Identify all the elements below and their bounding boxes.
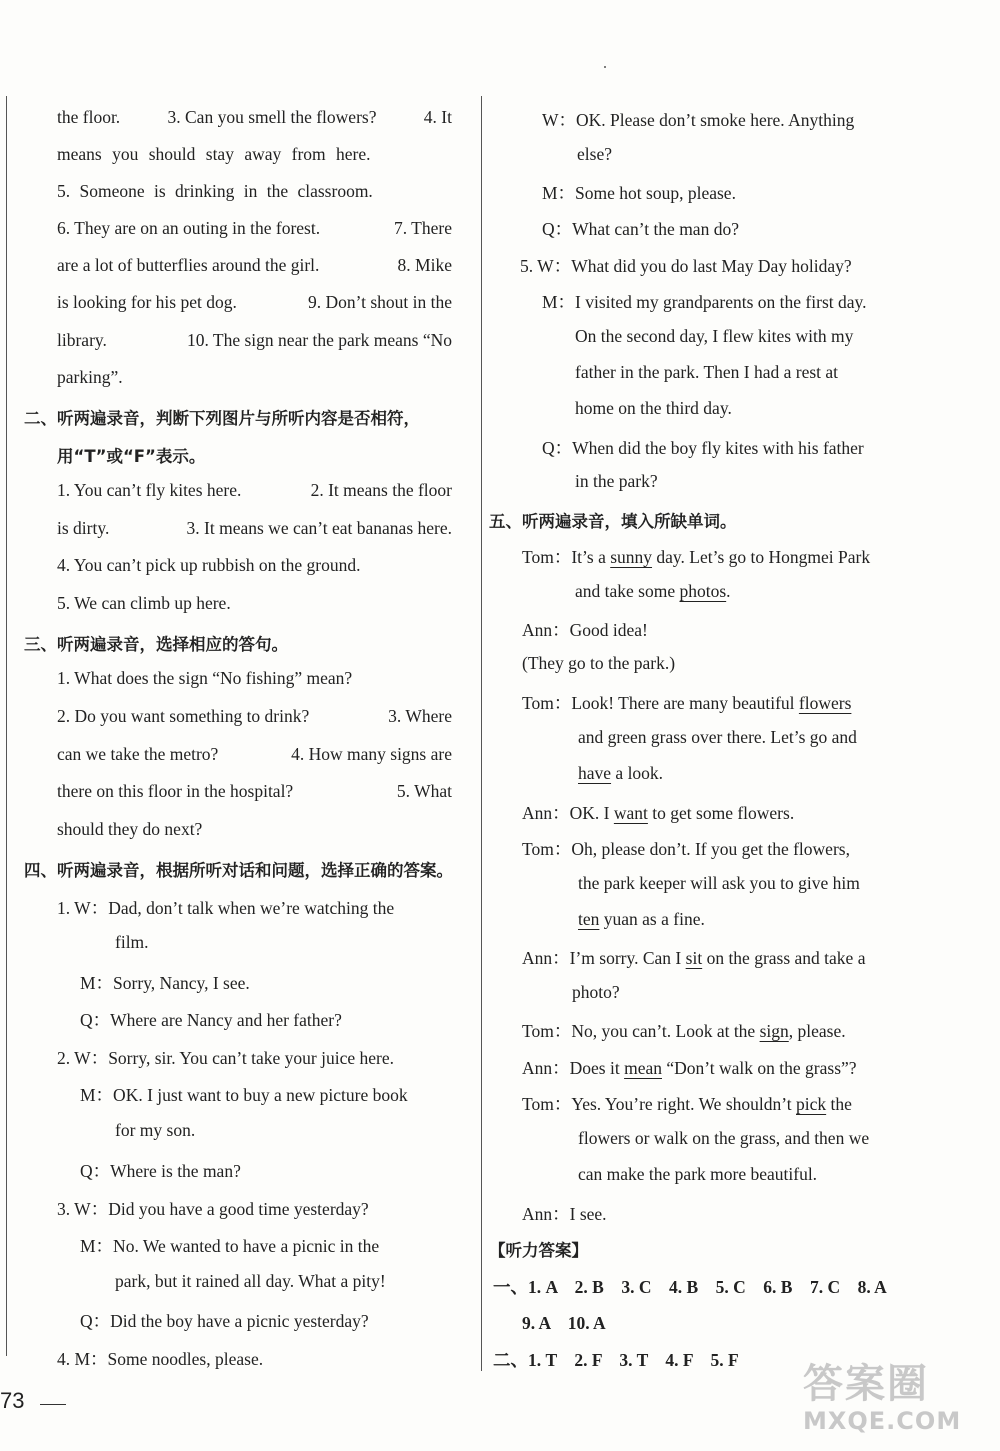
answer-key-line: 9. A 10. A <box>522 1313 606 1333</box>
left-margin-rule <box>6 96 7 1356</box>
page-number: 73 <box>0 1388 25 1413</box>
text: is looking for his pet dog. <box>57 292 237 312</box>
dialogue-line: 3. W：Did you have a good time yesterday? <box>57 1199 369 1219</box>
question-line <box>57 706 452 727</box>
blank-answer: mean <box>624 1058 662 1078</box>
text: 7. There <box>394 218 452 238</box>
text: Tom：It’s a <box>522 547 611 567</box>
dialogue-line: 2. W：Sorry, sir. You can’t take your juice here. <box>57 1048 394 1068</box>
text: to get some flowers. <box>647 803 795 823</box>
dialogue-line: can make the park more beautiful. <box>578 1164 818 1184</box>
dialogue-line: 4. M：Some noodles, please. <box>57 1349 264 1369</box>
answer-key-heading: 【听力答案】 <box>489 1241 588 1260</box>
dialogue-line: Q：What can’t the man do? <box>542 219 739 239</box>
text: Tom：Yes. You’re right. We shouldn’t <box>522 1094 796 1114</box>
dialogue-line: M：Sorry, Nancy, I see. <box>80 973 250 993</box>
dialogue-line: father in the park. Then I had a rest at <box>575 362 839 382</box>
stray-dot <box>604 66 606 68</box>
question-line: should they do next? <box>57 819 203 839</box>
dialogue-line: M：Some hot soup, please. <box>542 183 736 203</box>
dialogue-line <box>522 544 870 569</box>
dialogue-line: else? <box>577 144 612 164</box>
text: 9. Don’t shout in the <box>307 292 452 312</box>
page-number-rule <box>40 1404 66 1405</box>
para-line <box>57 255 452 276</box>
blank-answer: sit <box>685 948 703 968</box>
text: 3. Where <box>388 706 452 726</box>
text: 4. It <box>423 107 452 127</box>
text: Tom：Look! There are many beautiful <box>522 693 799 713</box>
text: are a lot of butterflies around the girl. <box>57 255 320 275</box>
question-line: 4. You can’t pick up rubbish on the ground. <box>57 555 361 575</box>
dialogue-line <box>575 581 731 602</box>
text: , please. <box>788 1021 846 1041</box>
text: Tom：No, you can’t. Look at the <box>522 1021 760 1041</box>
question-line <box>57 480 452 501</box>
dialogue-line: park, but it rained all day. What a pity! <box>115 1271 386 1291</box>
text: can we take the metro? <box>57 744 219 764</box>
dialogue-line: Tom：Oh, please don’t. If you get the flowers, <box>522 839 850 859</box>
para-line <box>57 292 452 313</box>
question-line: 5. We can climb up here. <box>57 593 231 613</box>
blank-answer: sunny <box>610 547 653 567</box>
answer-key-line: 一、1. A 2. B 3. C 4. B 5. C 6. B 7. C 8. A <box>493 1277 887 1297</box>
text: yuan as a fine. <box>599 909 705 929</box>
dialogue-line <box>522 1091 852 1116</box>
dialogue-line: home on the third day. <box>575 398 732 418</box>
dialogue-line: Q：Where are Nancy and her father? <box>80 1010 342 1030</box>
text: Ann：I’m sorry. Can I <box>522 948 686 968</box>
dialogue-line <box>522 690 851 715</box>
question-line <box>57 781 452 802</box>
dialogue-line <box>522 800 794 825</box>
dialogue-line: Ann：Good idea! <box>522 620 648 640</box>
blank-answer: flowers <box>798 693 852 713</box>
answer-key-line: 二、1. T 2. F 3. T 4. F 5. F <box>493 1350 739 1370</box>
dialogue-line: flowers or walk on the grass, and then we <box>578 1128 870 1148</box>
text: and take some <box>575 581 680 601</box>
blank-answer: photos <box>679 581 727 601</box>
text: the <box>826 1094 852 1114</box>
blank-answer: have <box>578 763 612 783</box>
section-heading: 用“T”或“F”表示。 <box>57 447 206 466</box>
blank-answer: ten <box>578 909 600 929</box>
text: 6. They are on an outing in the forest. <box>57 218 321 238</box>
dialogue-line: Q：When did the boy fly kites with his father <box>542 438 864 458</box>
text: 8. Mike <box>397 255 452 275</box>
dialogue-line <box>522 1018 846 1043</box>
section-heading: 三、听两遍录音，选择相应的答句。 <box>24 635 288 654</box>
text: library. <box>57 330 107 350</box>
text: 3. It means we can’t eat bananas here. <box>186 518 452 538</box>
dialogue-line: photo? <box>572 982 620 1002</box>
dialogue-line: M：OK. I just want to buy a new picture book <box>80 1085 408 1105</box>
para-line <box>57 330 452 351</box>
stage-direction: (They go to the park.) <box>522 653 676 673</box>
para-line <box>57 218 452 239</box>
dialogue-line: Ann：I see. <box>522 1204 607 1224</box>
dialogue-line: M：No. We wanted to have a picnic in the <box>80 1236 380 1256</box>
blank-answer: want <box>613 803 648 823</box>
dialogue-line: the park keeper will ask you to give him <box>578 873 860 893</box>
dialogue-line: On the second day, I flew kites with my <box>575 326 854 346</box>
question-line <box>57 518 452 539</box>
watermark <box>803 1352 961 1435</box>
text: 2. It means the floor <box>310 480 452 500</box>
dialogue-line: 5. W：What did you do last May Day holiday? <box>520 256 852 276</box>
column-divider <box>481 96 482 1371</box>
dialogue-line: for my son. <box>115 1120 196 1140</box>
section-heading: 五、听两遍录音，填入所缺单词。 <box>489 512 737 531</box>
text: day. Let’s go to Hongmei Park <box>652 547 871 567</box>
text: Ann：Does it <box>522 1058 625 1078</box>
text: 2. Do you want something to drink? <box>57 706 310 726</box>
watermark-en: MXQE.COM <box>803 1407 962 1435</box>
dialogue-line: Q：Where is the man? <box>80 1161 241 1181</box>
text: 10. The sign near the park means “No <box>186 330 452 350</box>
text: 3. Can you smell the flowers? <box>167 107 377 127</box>
text: there on this floor in the hospital? <box>57 781 294 801</box>
text: Ann：OK. I <box>522 803 614 823</box>
dialogue-line: 1. W：Dad, don’t talk when we’re watching the <box>57 898 395 918</box>
para-line <box>57 107 452 128</box>
dialogue-line <box>578 909 705 930</box>
dialogue-line <box>522 945 865 970</box>
dialogue-line: film. <box>115 932 149 952</box>
question-line <box>57 744 452 765</box>
blank-answer: sign <box>759 1021 789 1041</box>
text: the floor. <box>57 107 121 127</box>
dialogue-line: in the park? <box>575 471 658 491</box>
para-line: means you should stay away from here. <box>57 144 371 164</box>
dialogue-line: Q：Did the boy have a picnic yesterday? <box>80 1311 369 1331</box>
text: 4. How many signs are <box>291 744 452 764</box>
section-heading: 四、听两遍录音，根据所听对话和问题，选择正确的答案。 <box>24 861 453 880</box>
dialogue-line: W：OK. Please don’t smoke here. Anything <box>542 110 855 130</box>
text: is dirty. <box>57 518 110 538</box>
text: 5. What <box>396 781 452 801</box>
watermark-cn: 答案圈 <box>803 1361 929 1407</box>
text: “Don’t walk on the grass”? <box>661 1058 857 1078</box>
dialogue-line <box>522 1055 857 1080</box>
para-line: 5. Someone is drinking in the classroom. <box>57 181 373 201</box>
question-line: 1. What does the sign “No fishing” mean? <box>57 668 353 688</box>
dialogue-line: M：I visited my grandparents on the first day. <box>542 292 867 312</box>
text: . <box>726 581 731 601</box>
dialogue-line <box>578 763 663 784</box>
dialogue-line: and green grass over there. Let’s go and <box>578 727 857 747</box>
text: 1. You can’t fly kites here. <box>57 480 242 500</box>
para-line: parking”. <box>57 367 123 387</box>
text: a look. <box>611 763 664 783</box>
blank-answer: pick <box>796 1094 827 1114</box>
text: on the grass and take a <box>702 948 866 968</box>
section-heading: 二、听两遍录音，判断下列图片与所听内容是否相符， <box>24 409 420 428</box>
